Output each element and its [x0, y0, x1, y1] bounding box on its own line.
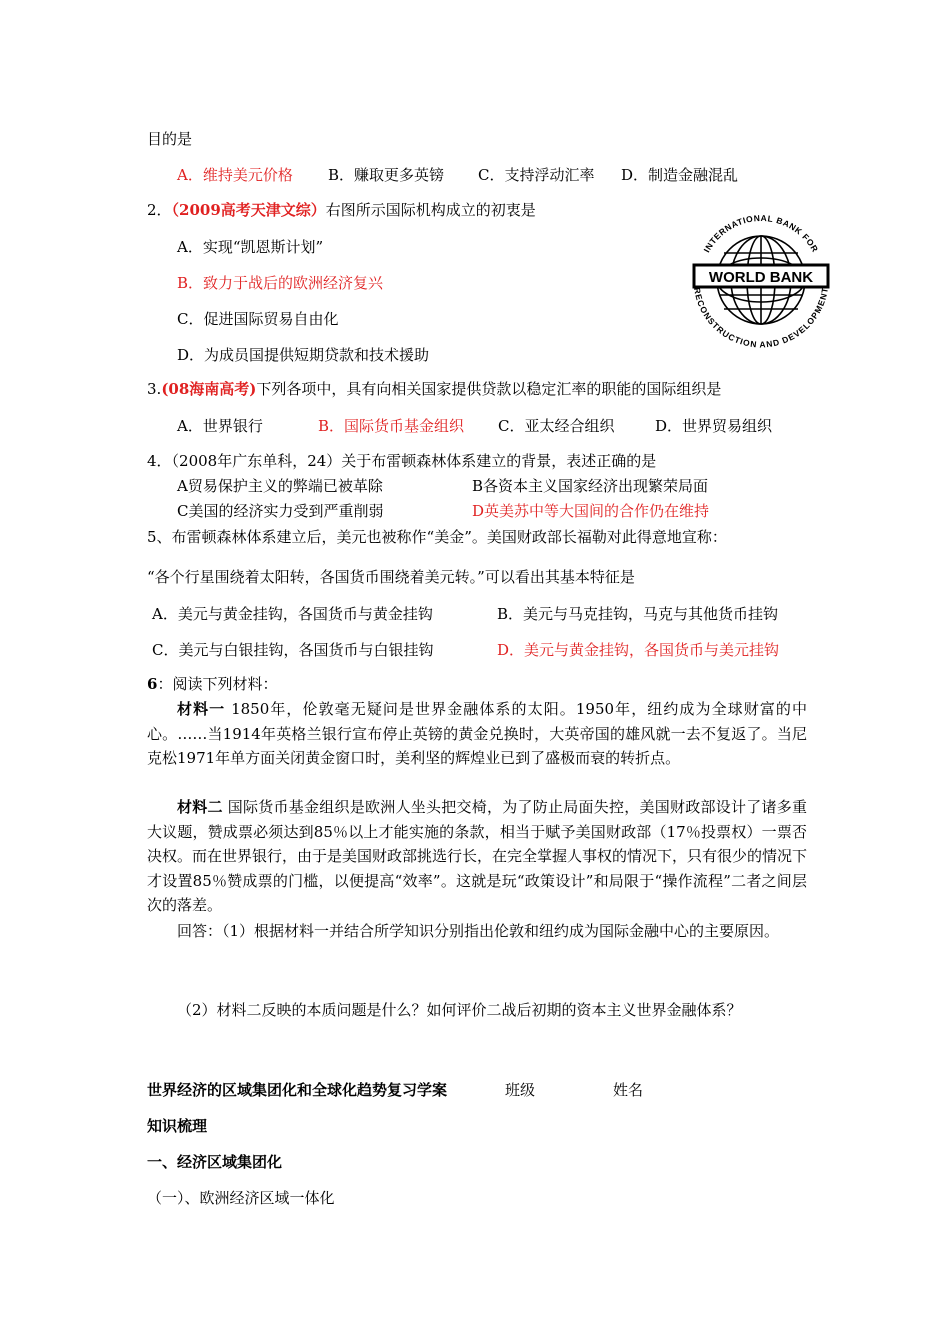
heading-europe: （一）、欧洲经济区域一体化	[147, 1189, 335, 1207]
q2-stem	[147, 200, 536, 220]
q3-option-d: D．世界贸易组织	[655, 417, 773, 435]
q3-number: 3.	[147, 380, 162, 398]
q4-stem: 4．（2008年广东单科，24）关于布雷顿森林体系建立的背景，表述正确的是	[147, 452, 657, 470]
q4-option-b: B各资本主义国家经济出现繁荣局面	[472, 477, 709, 495]
q6-stem-text: ：阅读下列材料：	[157, 675, 278, 693]
q5-stem-line1: 5、布雷顿森林体系建立后，美元也被称作“美金”。美国财政部长福勒对此得意地宣称：	[147, 528, 727, 546]
logo-bottom-text: RECONSTRUCTION AND DEVELOPMENT	[692, 286, 830, 350]
q6-material-1-label: 材料一	[177, 700, 226, 718]
section-title: 世界经济的区域集团化和全球化趋势复习学案	[147, 1081, 448, 1099]
logo-top-text: INTERNATIONAL BANK FOR	[701, 212, 821, 255]
q1-option-b: B．赚取更多英镑	[328, 166, 445, 184]
q2-source: （2009高考天津文综）	[171, 201, 326, 219]
q2-option-b: B．致力于战后的欧洲经济复兴	[177, 274, 384, 292]
q5-stem-line2: “各个行星围绕着太阳转，各国货币围绕着美元转。”可以看出其基本特征是	[147, 568, 635, 586]
q6-material-2-label: 材料二	[177, 798, 223, 816]
q5-option-d: D．美元与黄金挂钩，各国货币与美元挂钩	[497, 641, 780, 659]
q4-option-d: D英美苏中等大国间的合作仍在维持	[472, 502, 710, 520]
q1-stem-end: 目的是	[147, 130, 193, 148]
q6-number: 6	[147, 675, 158, 693]
q1-option-d: D．制造金融混乱	[621, 166, 739, 184]
q3-option-b: B．国际货币基金组织	[318, 417, 465, 435]
q3-source: (08海南高考)	[161, 380, 257, 398]
q1-option-a: A．维持美元价格	[177, 166, 293, 184]
q3-stem-text: 下列各项中，具有向相关国家提供贷款以稳定汇率的职能的国际组织是	[256, 380, 722, 398]
q5-option-a: A．美元与黄金挂钩，各国货币与黄金挂钩	[152, 605, 433, 623]
q2-number: 2．	[147, 201, 172, 219]
q5-option-b: B．美元与马克挂钩，马克与其他货币挂钩	[497, 605, 779, 623]
q4-option-a: A贸易保护主义的弊端已被革除	[177, 477, 383, 495]
name-label: 姓名	[613, 1081, 644, 1099]
heading-knowledge: 知识梳理	[147, 1117, 208, 1135]
q2-option-d: D．为成员国提供短期贷款和技术援助	[177, 346, 430, 364]
q5-option-c: C．美元与白银挂钩，各国货币与白银挂钩	[152, 641, 434, 659]
q1-option-c: C．支持浮动汇率	[478, 166, 595, 184]
q2-stem-text: 右图所示国际机构成立的初衷是	[325, 201, 536, 219]
logo-center-text: WORLD BANK	[708, 269, 814, 286]
q6-material-1	[147, 697, 807, 771]
q2-option-c: C．促进国际贸易自由化	[177, 310, 339, 328]
q3-option-a: A．世界银行	[177, 417, 263, 435]
q6-material-1-text: 1850年，伦敦毫无疑问是世界金融体系的太阳。1950年，纽约成为全球财富的中心。……当1914年英格兰银行宣布停止英镑的黄金兑换时，大英帝国的雄风就一去不复返了。当尼克松1971年单方面关闭黄金窗口时，美利坚的辉煌业已到了盛极而衰的转折点。	[147, 700, 807, 767]
q6-material-2-text: 国际货币基金组织是欧洲人坐头把交椅，为了防止局面失控，美国财政部设计了诸多重大议题，赞成票必须达到85％以上才能实施的条款，相当于赋予美国财政部（17％投票权）一票否决权。而在世界银行，由于是美国财政部挑选行长，在完全掌握人事权的情况下，只有很少的情况下才设置85％赞成票的门槛，以便提高“效率”。这就是玩“政策设计”和局限于“操作流程”二者之间层次的落差。	[147, 798, 808, 914]
q6-answer-question-1: 回答：（1）根据材料一并结合所学知识分别指出伦敦和纽约成为国际金融中心的主要原因。	[177, 922, 780, 940]
q6-answer-question-2: （2）材料二反映的本质问题是什么？如何评价二战后初期的资本主义世界金融体系？	[177, 1001, 742, 1019]
q3-option-c: C．亚太经合组织	[498, 417, 615, 435]
class-label: 班级	[505, 1081, 536, 1099]
q3-stem	[147, 379, 721, 399]
q6-material-2	[147, 795, 807, 918]
heading-regional-integration: 一、经济区域集团化	[147, 1153, 283, 1171]
world-bank-logo	[686, 205, 836, 355]
q4-option-c: C美国的经济实力受到严重削弱	[177, 502, 384, 520]
q2-option-a: A．实现“凯恩斯计划”	[177, 238, 324, 256]
q6-stem	[147, 674, 277, 694]
